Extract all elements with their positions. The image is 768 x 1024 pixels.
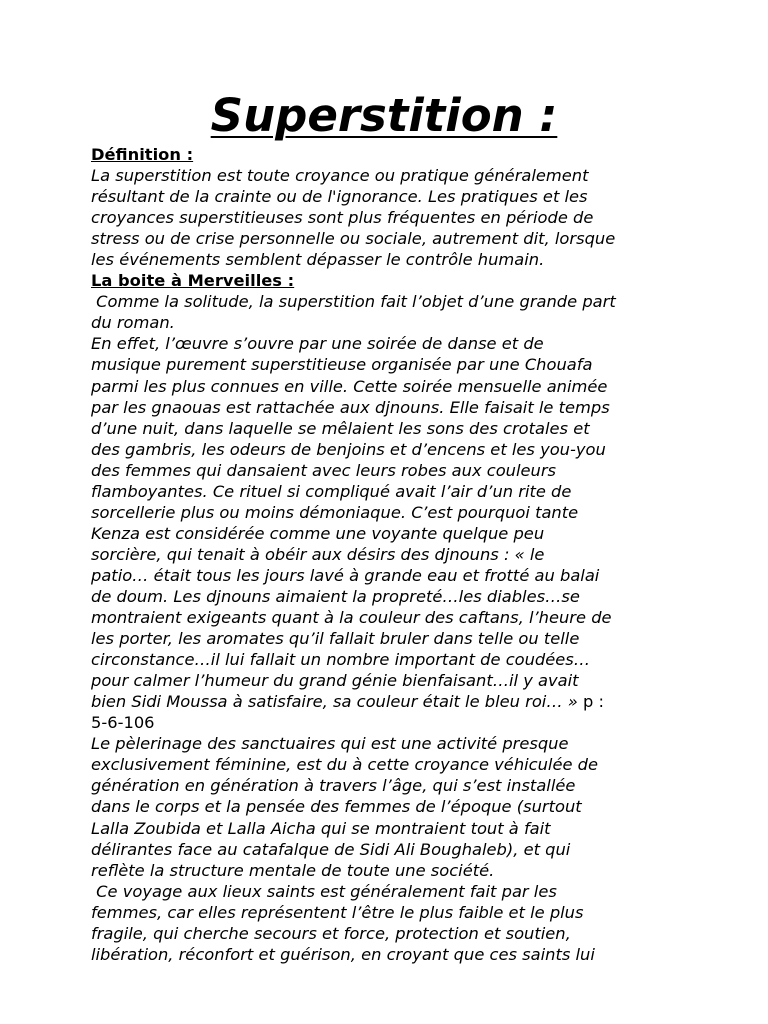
text-line: exclusivement féminine, est du à cette croyance véhiculée de [91,755,599,775]
text-line: En effet, l’œuvre s’ouvre par une soirée de danse et de [91,334,544,354]
text-line: les événements semblent dépasser le contrôle humain. [91,250,545,270]
text-line: La superstition est toute croyance ou pratique généralement [91,166,589,186]
text-line: sorcière, qui tenait à obéir aux désirs des djnouns : « le [91,544,545,564]
text-line: Ce voyage aux lieux saints est généralement fait par les [91,881,557,901]
text-line: dans le corps et la pensée des femmes de l’époque (surtout [91,797,582,817]
quote-end-line [91,691,691,712]
text-line: délirantes face au catafalque de Sidi Ali Boughaleb), et qui [91,839,571,859]
text-line: des gambris, les odeurs de benjoins et d’encens et les you-you [91,439,606,459]
page-title: Superstition : [210,89,558,142]
text-line: les porter, les aromates qu’il fallait bruler dans telle ou telle [91,629,580,649]
text-line: Comme la solitude, la superstition fait l’objet d’une grande part [91,292,616,312]
page-reference-numbers: 5-6-106 [91,713,155,733]
text-line: des femmes qui dansaient avec leurs robes aux couleurs [91,460,557,480]
text-line: Le pèlerinage des sanctuaires qui est une activité presque [91,734,569,754]
text-line: patio… était tous les jours lavé à grande eau et frotté au balai [91,565,600,585]
text-line: Lalla Zoubida et Lalla Aicha qui se montraient tout à fait [91,818,551,838]
text-line: circonstance…il lui fallait un nombre important de coudées… [91,650,591,670]
page-reference-label: p : [577,692,604,712]
text-line: Kenza est considérée comme une voyante quelque peu [91,523,545,543]
text-line: parmi les plus connues en ville. Cette soirée mensuelle animée [91,376,608,396]
section-heading: La boite à Merveilles : [91,271,295,291]
text-line: par les gnaouas est rattachée aux djnouns. Elle faisait le temps [91,397,610,417]
text-line: montraient exigeants quant à la couleur des caftans, l’heure de [91,608,612,628]
text-line: croyances superstitieuses sont plus fréquentes en période de [91,208,594,228]
document-body [91,144,691,965]
text-line: génération en génération à travers l’âge, qui s’est installée [91,776,576,796]
text-line: résultant de la crainte ou de l'ignorance. Les pratiques et les [91,187,588,207]
definition-heading: Définition : [91,145,194,164]
text-line: du roman. [91,313,175,333]
text-line: reflète la structure mentale de toute une société. [91,860,495,880]
text-line: flamboyantes. Ce rituel si compliqué avait l’air d’un rite de [91,481,572,501]
definition-paragraph [91,165,691,270]
text-line: pour calmer l’humeur du grand génie bienfaisant…il y avait [91,671,579,691]
text-line: stress ou de crise personnelle ou sociale, autrement dit, lorsque [91,229,616,249]
text-line: de doum. Les djnouns aimaient la propreté…les diables…se [91,586,580,606]
text-line: fragile, qui cherche secours et force, protection et soutien, [91,923,571,943]
text-line: sorcellerie plus ou moins démoniaque. C’est pourquoi tante [91,502,579,522]
text-line: musique purement superstitieuse organisée par une Chouafa [91,355,593,375]
text-line: libération, réconfort et guérison, en croyant que ces saints lui [91,944,595,964]
text-line: femmes, car elles représentent l’être le plus faible et le plus [91,902,584,922]
text-line: d’une nuit, dans laquelle se mêlaient les sons des crotales et [91,418,590,438]
quote-end-text: bien Sidi Moussa à satisfaire, sa couleur était le bleu roi… » [91,692,578,712]
section-paragraphs [91,291,691,965]
